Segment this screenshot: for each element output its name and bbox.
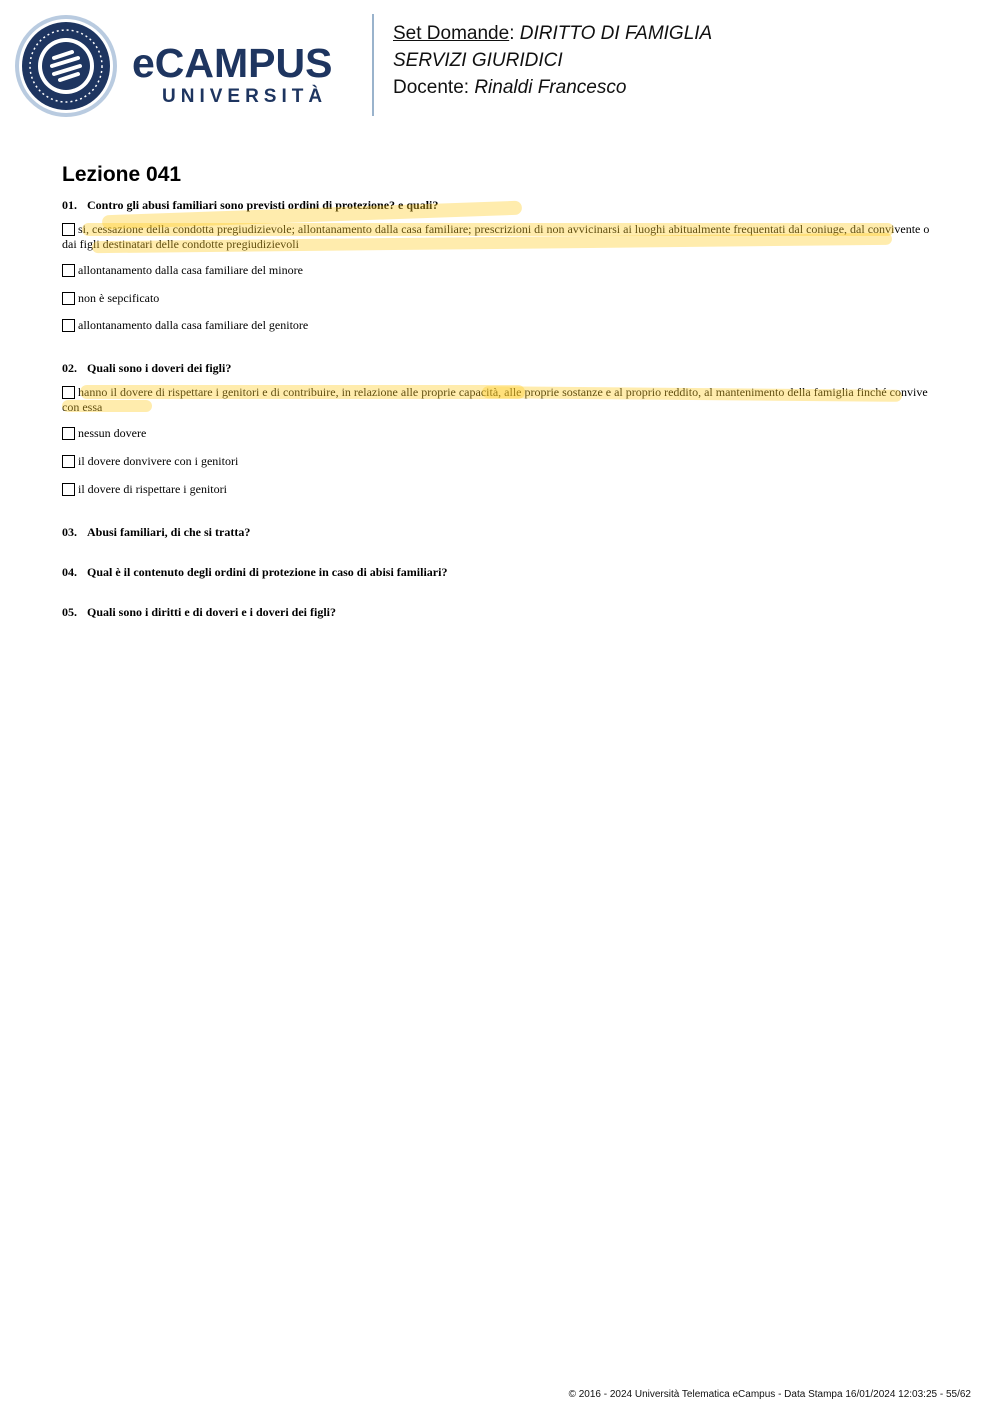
question-text [62,196,932,214]
answer-option [62,318,932,333]
question-number: 04. [62,565,77,579]
question-01 [62,196,932,333]
answer-checkbox[interactable] [62,292,75,305]
question-label: Qual è il contenuto degli ordini di protezione in caso di abisi familiari? [87,565,448,579]
answer-option [62,291,932,306]
answer-text: allontanamento dalla casa familiare del genitore [78,318,309,332]
question-number: 02. [62,361,77,375]
question-number: 05. [62,605,77,619]
question-04 [62,563,932,581]
set-value: DIRITTO DI FAMIGLIA [519,23,713,44]
question-number: 03. [62,525,77,539]
question-text [62,359,932,377]
question-label: Quali sono i diritti e di doveri e i doveri dei figli? [87,605,336,619]
answer-checkbox[interactable] [62,264,75,277]
header-info [393,20,983,101]
questions-list [62,196,932,621]
teacher-label: Docente: [393,77,475,98]
page-header [0,0,1000,130]
header-divider [372,14,374,116]
question-label: Contro gli abusi familiari sono previsti ordini di protezione? e quali? [87,198,439,212]
answer-checkbox[interactable] [62,386,75,399]
answer-option [62,454,932,469]
answer-text: si, cessazione della condotta pregiudizievole; allontanamento dalla casa familiare; prescrizioni di non avvicinarsi ai luoghi abitualmente frequentati dal coniuge, dal convivente o dai figli destinatari delle condotte pregiudizievoli [62,222,930,251]
question-text [62,603,932,621]
question-text [62,523,932,541]
set-separator: : [509,23,520,44]
question-text [62,563,932,581]
answer-text: non è sepcificato [78,291,160,305]
course-name: SERVIZI GIURIDICI [393,50,563,71]
answer-option [62,482,932,497]
answer-text: hanno il dovere di rispettare i genitori e di contribuire, in relazione alle proprie capacità, alle proprie sostanze e al proprio reddito, al mantenimento della famiglia finché convive con essa [62,385,928,414]
teacher-name: Rinaldi Francesco [474,77,627,98]
page-footer: © 2016 - 2024 Università Telematica eCampus - Data Stampa 16/01/2024 12:03:25 - 55/62 [568,1389,971,1400]
question-03 [62,523,932,541]
brand-subtitle: UNIVERSITÀ [162,86,328,107]
question-label: Quali sono i doveri dei figli? [87,361,232,375]
ecampus-wordmark [132,40,357,112]
answer-text: il dovere donvivere con i genitori [78,454,239,468]
answer-checkbox[interactable] [62,455,75,468]
teacher-line [393,74,983,101]
answer-option [62,385,932,415]
answer-checkbox[interactable] [62,319,75,332]
set-line [393,20,983,47]
ecampus-seal-logo [14,14,118,118]
answer-checkbox[interactable] [62,223,75,236]
answer-text: il dovere di rispettare i genitori [78,482,227,496]
answer-checkbox[interactable] [62,483,75,496]
brand-name: eCAMPUS [132,40,333,86]
question-02 [62,359,932,497]
answer-option [62,426,932,441]
lesson-title: Lezione 041 [62,163,182,186]
answer-option [62,263,932,278]
answer-checkbox[interactable] [62,427,75,440]
answer-text: allontanamento dalla casa familiare del minore [78,263,303,277]
question-05 [62,603,932,621]
question-number: 01. [62,198,77,212]
set-label: Set Domande [393,23,510,44]
question-label: Abusi familiari, di che si tratta? [87,525,251,539]
answer-option [62,222,932,252]
answer-text: nessun dovere [78,426,147,440]
